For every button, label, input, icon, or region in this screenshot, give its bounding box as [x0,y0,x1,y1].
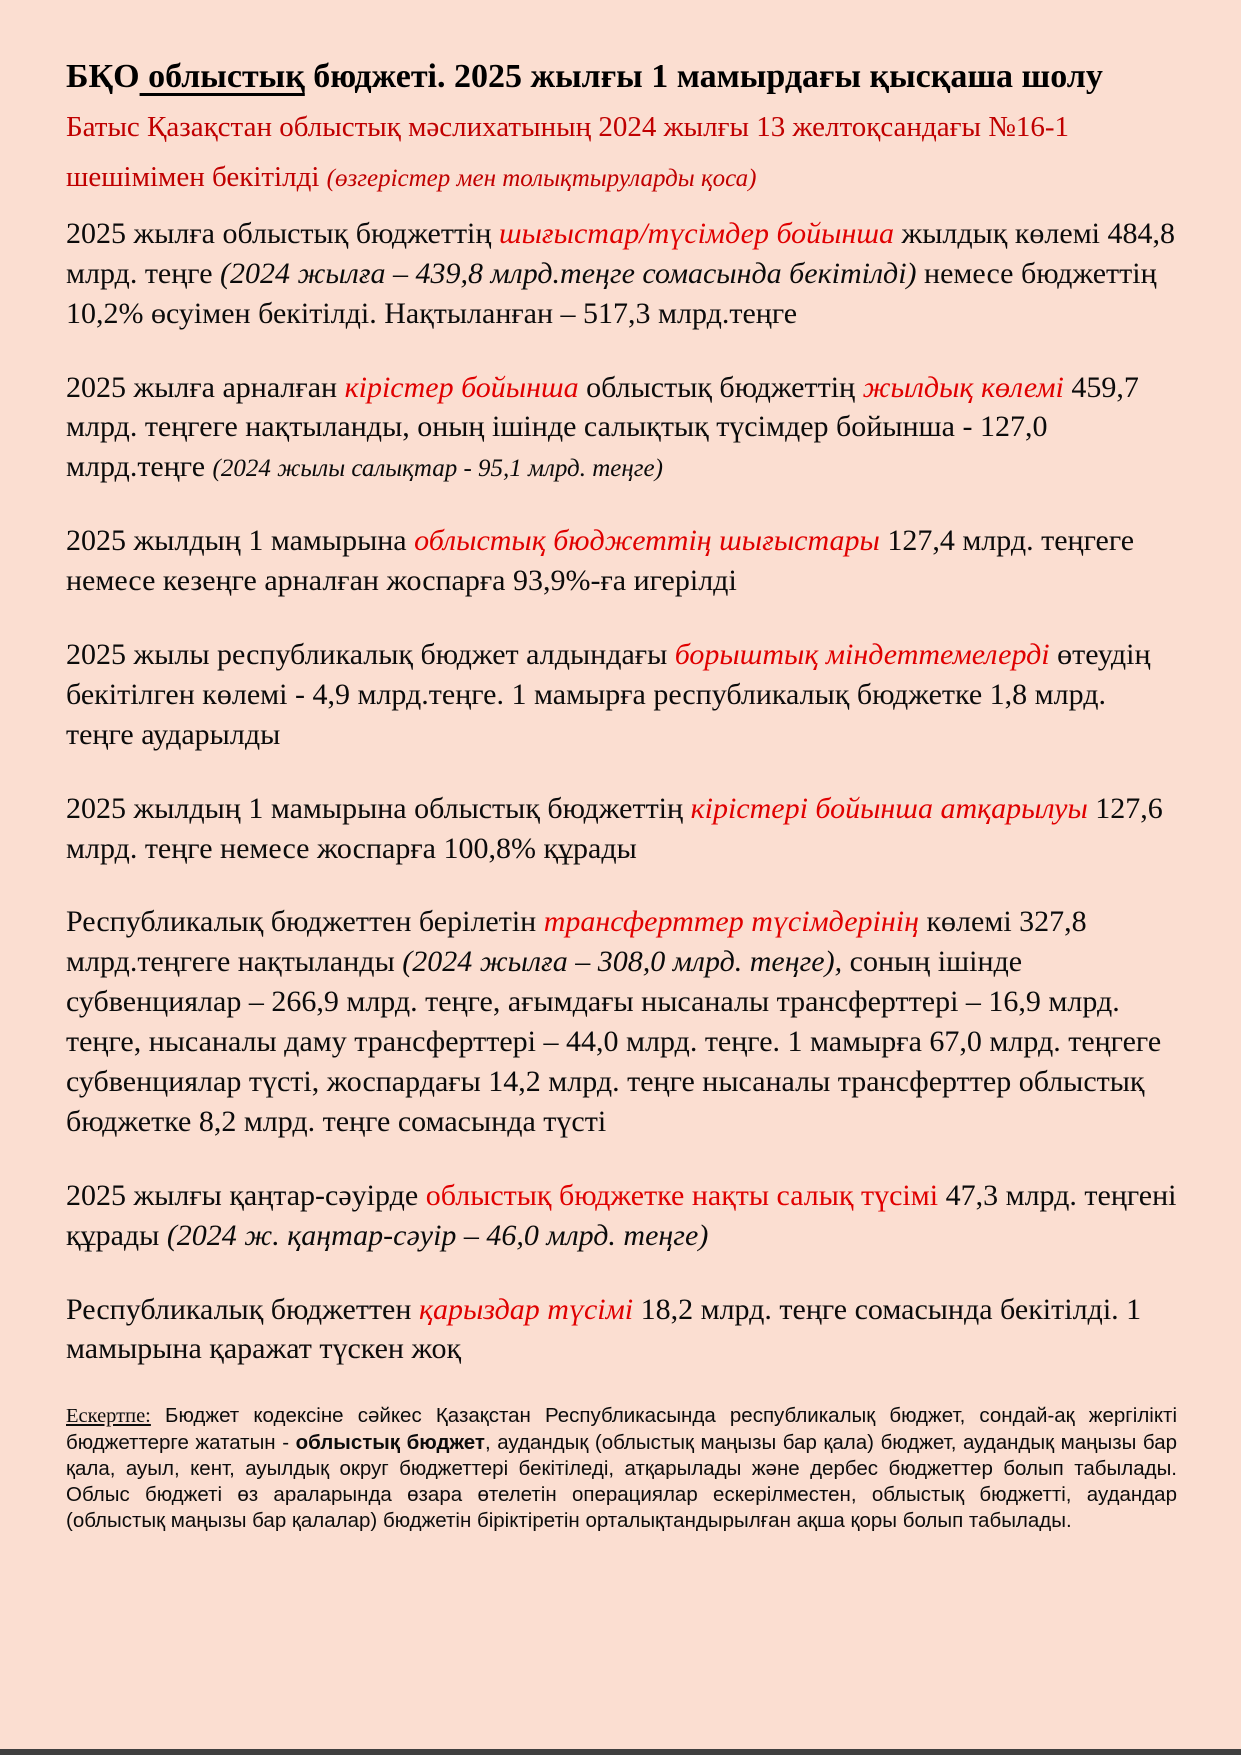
para-expenses-execution [66,521,1177,601]
text-run: , аудандық (облыстық маңызы бар қала) бюджет, аудандық маңызы бар қала, ауыл, кент, ауылдық округ бюджеттері бекітіледі, атқарылады және дербес бюджеттер болып табылады. Облыс бюджеті өз араларында өзара өтелетін операциялар ескерілместен, облыстық бюджетті, аудандар (облыстық маңызы бар қалалар) бюджетін біріктіретін орталықтандырылған ақша қоры болып табылады. [66,1430,1177,1533]
text-run: 2025 жылға арналған [66,370,345,404]
text-run: шығыстар/түсімдер бойынша [498,216,894,250]
text-run: Батыс Қазақстан облыстық мәслихатының 2024 жылғы 13 желтоқсандағы №16-1 шешімімен бекітілді [66,111,1070,193]
text-run: 459,7 млрд. теңгеге нақтыланды, оның ішінде салықтық түсімдер бойынша - 127,0 млрд.теңге [66,370,1139,484]
text-run: соның ішінде субвенциялар – 266,9 млрд. теңге, ағымдағы нысаналы трансферттері – 16,9 млрд. теңге, нысаналы даму трансферттері – 44,0 млрд. теңге. 1 мамырға 67,0 млрд. теңгеге субвенциялар түсті, жоспардағы 14,2 млрд. теңге нысаналы трансферттер облыстық бюджетке 8,2 млрд. теңге сомасында түсті [66,945,1162,1138]
text-run: (өзгерістер мен толықтыруларды қоса) [326,164,757,192]
text-run: көлемі 327,8 млрд.теңгеге нақтыланды [66,905,1087,979]
text-run: Ескертпе: [66,1405,151,1428]
text-run: Бюджет кодексіне сәйкес Қазақстан Республикасында республикалық бюджет, сондай-ақ жергілікті бюджеттерге жататын - [66,1404,1177,1454]
text-run: (2024 ж. қаңтар-сәуір – 46,0 млрд. теңге) [166,1218,709,1252]
text-run: облыстық [139,58,305,95]
text-run: 2025 жылдың 1 мамырына [66,524,415,558]
text-run: трансферттер түсімдерінің [543,905,919,939]
text-run: Республикалық бюджеттен [66,1292,419,1326]
text-run: борыштық міндеттемелерді [674,638,1050,672]
text-run: 47,3 млрд. теңгені құрады [66,1178,1177,1252]
window-bottom-edge [0,1749,1241,1755]
text-run: немесе бюджеттің 10,2% өсуімен бекітілді. Нақтыланған – 517,3 млрд.теңге [66,256,1157,330]
text-run: (2024 жылға – 308,0 млрд. теңге), [402,945,843,979]
text-run: облыстық бюджеттің [578,370,863,404]
footnote [66,1403,1177,1534]
text-run: облыстық бюджетке нақты салық түсімі [425,1178,939,1212]
text-run: 2025 жылға облыстық бюджеттің [66,216,499,250]
para-transfers [66,902,1177,1141]
text-run: 18,2 млрд. теңге сомасында бекітілді. 1 мамырына қаражат түскен жоқ [66,1292,1142,1366]
text-run: өтеудің бекітілген көлемі - 4,9 млрд.теңге. 1 мамырға республикалық бюджетке 1,8 млрд. теңге аударылды [66,638,1151,751]
text-run: облыстық бюджеттің шығыстары [414,524,880,558]
para-loans [66,1290,1177,1370]
text-run: қарыздар түсімі [418,1292,634,1326]
text-run: бюджеті. 2025 жылғы 1 мамырдағы қысқаша шолу [304,58,1103,95]
text-run: кірістері бойынша атқарылуы [690,791,1088,825]
text-run: жылдық көлемі 484,8 млрд. теңге [66,216,1176,290]
para-tax-receipts [66,1176,1177,1256]
text-run: жылдық көлемі [862,370,1064,404]
text-run: БҚО [66,58,140,95]
text-run: 127,4 млрд. теңгеге немесе кезеңге арналған жоспарға 93,9%-ға игерілді [66,524,1135,598]
title-heading [66,52,1177,200]
text-run: облыстық бюджет [295,1430,485,1454]
text-run: 2025 жылы республикалық бюджет алдындағы [66,638,675,672]
para-annual-expenses-volume [66,214,1177,334]
document-body [66,52,1177,1535]
text-run: Республикалық бюджеттен берілетін [66,905,544,939]
text-run: 127,6 млрд. теңге немесе жоспарға 100,8% құрады [66,791,1163,865]
text-run: 2025 жылдың 1 мамырына облыстық бюджеттің [66,791,691,825]
text-run: (2024 жылы салықтар - 95,1 млрд. теңге) [212,455,663,483]
para-revenues-execution [66,789,1177,869]
para-annual-revenues-volume [66,368,1177,488]
text-run: (2024 жылға – 439,8 млрд.теңге сомасында бекітілді) [220,256,917,290]
text-run: кірістер бойынша [344,370,579,404]
text-run: 2025 жылғы қаңтар-сәуірде [66,1178,426,1212]
para-debt-obligations [66,635,1177,755]
